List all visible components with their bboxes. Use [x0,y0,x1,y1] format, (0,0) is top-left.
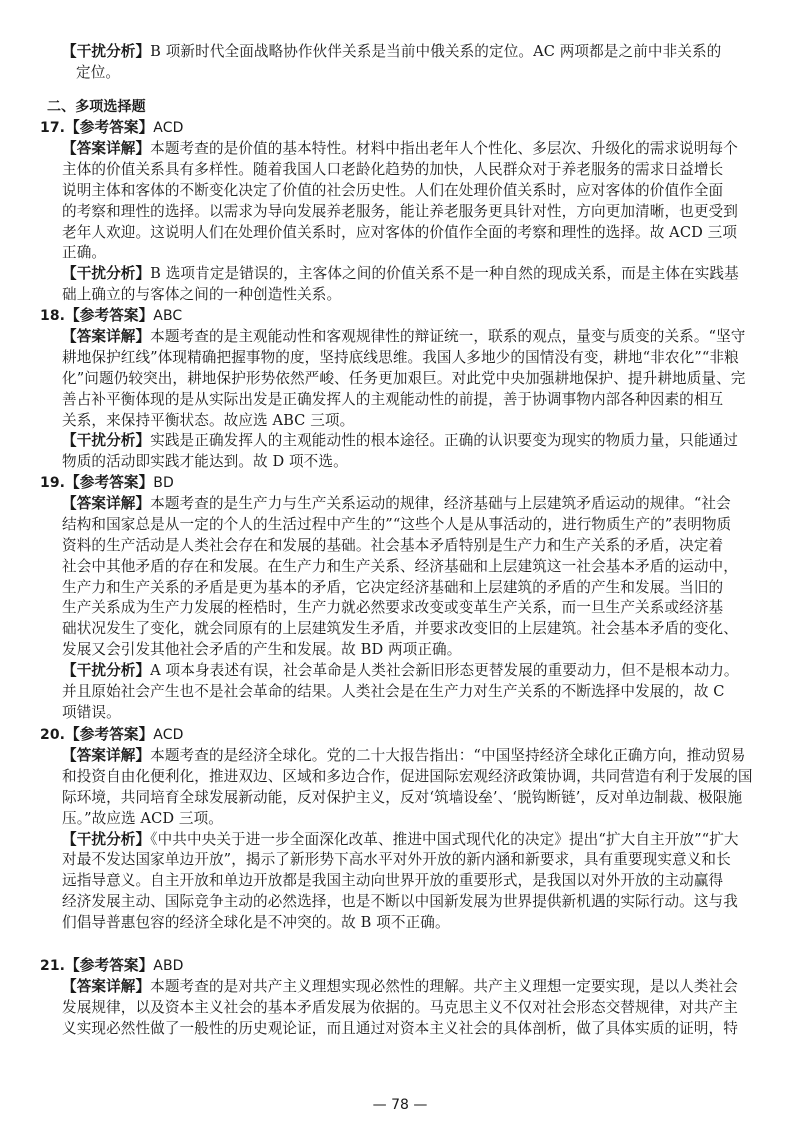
text-line: 【干扰分析】B 项新时代全面战略协作伙伴关系是当前中俄关系的定位。AC 两项都是之前中非关系的 [62,43,722,60]
q20-detail: 【答案详解】本题考查的是经济全球化。党的二十大报告指出：“中国坚持经济全球化正确方向，推动贸易 和投资自由化便利化，推进双边、区域和多边合作，促进国际宏观经济政策协调，共同营造有利于发展的国 际环境，共同培育全球发展新动能，反对保护主义，反对‘筑墙设垒’、‘脱钩断链’，反对单边制裁、极限施 压。”故应选 ACD 三项。 【干扰分析】《中共中央关于进一步全面深化改革、推进中国式现代化的决定》提出“扩大自主开放”“扩大 对最不发达国家单边开放”，揭示了新形势下高水平对外开放的新内涵和新要求，具有重要现实意义和长 远指导意义。自主开放和单边开放都是我国主动向世界开放的重要形式，是我国以对外开放的主动赢得 经济发展主动、国际竞争主动的必然选择，也是不断以中国新发展为世界提供新机遇的实际行动。这与我 们倡导普惠包容的经济全球化是不冲突的。故 B 项不正确。 [62,747,753,932]
q18-detail: 【答案详解】本题考查的是主观能动性和客观规律性的辩证统一，联系的观点，量变与质变的关系。“坚守 耕地保护红线”体现精确把握事物的度，坚持底线思维。我国人多地少的国情没有变，耕地“非农化”“非粮 化”问题仍较突出，耕地保护形势依然严峻、任务更加艰巨。对此党中央加强耕地保护、提升耕地质量、完 善占补平衡体现的是从实际出发是正确发挥人的主观能动性的前提，善于协调事物内部各种因素的相互 关系，来保持平衡状态。故应选 ABC 三项。 【干扰分析】实践是正确发挥人的主观能动性的根本途径。正确的认识要变为现实的物质力量，只能通过 物质的活动即实践才能达到。故 D 项不选。 [62,328,746,471]
q19-detail: 【答案详解】本题考查的是生产力与生产关系运动的规律，经济基础与上层建筑矛盾运动的规律。“社会 结构和国家总是从一定的个人的生活过程中产生的”“这些个人是从事活动的，进行物质生产的”表明物质 资料的生产活动是人类社会存在和发展的基础。社会基本矛盾特别是生产力和生产关系的矛盾，决定着 社会中其他矛盾的存在和发展。在生产力和生产关系、经济基础和上层建筑这一社会基本矛盾的运动中， 生产力和生产关系的矛盾是更为基本的矛盾，它决定经济基础和上层建筑的矛盾的产生和发展。当旧的 生产关系成为生产力发展的桎梏时，生产力就必然要求改变或变革生产关系，而一旦生产关系或经济基 础状况发生了变化，就会同原有的上层建筑发生矛盾，并要求改变旧的上层建筑。社会基本矛盾的变化、 发展又会引发其他社会矛盾的产生和发展。故 BD 两项正确。 【干扰分析】A 项本身表述有误，社会革命是人类社会新旧形态更替发展的重要动力，但不是根本动力。 并且原始社会产生也不是社会革命的结果。人类社会是在生产力对生产关系的不断选择中发展的，故 C 项错误。 [62,495,739,721]
text-line: 定位。 [76,63,121,81]
page-number: — 78 — [372,1097,428,1113]
question-number: 17. [40,120,66,136]
q17-detail: 【答案详解】本题考查的是价值的基本特性。材料中指出老年人个性化、多层次、升级化的需求说明每个 主体的价值关系具有多样性。随着我国人口老龄化趋势的加快，人民群众对于养老服务的需求日益增长 说明主体和客体的不断变化决定了价值的社会历史性。人们在处理价值关系时，应对客体的价值作全面 的考察和理性的选择。以需求为导向发展养老服务，能让养老服务更具针对性，方向更加清晰，也更受到 老年人欢迎。这说明人们在处理价值关系时，应对客体的价值作全面的考察和理性的选择。故 ACD 三项 正确。 【干扰分析】B 选项肯定是错误的，主客体之间的价值关系不是一种自然的现成关系，而是主体在实践基 础上确立的与客体之间的一种创造性关系。 [62,140,739,304]
question-21: 21.【参考答案】ABD [40,957,184,974]
answer-value: ACD [153,120,184,136]
question-20: 20.【参考答案】ACD [40,726,184,743]
section-heading: 二、多项选择题 [47,99,146,115]
question-17: 17.【参考答案】ACD [40,119,184,136]
intro-interference [62,42,762,84]
interference-tag: 【干扰分析】 [62,43,151,60]
question-19: 19.【参考答案】BD [40,474,174,491]
q21-detail: 【答案详解】本题考查的是对共产主义理想实现必然性的理解。共产主义理想一定要实现，是以人类社会 发展规律，以及资本主义社会的基本矛盾发展为依据的。马克思主义不仅对社会形态交替规律，对共产主 义实现必然性做了一般性的历史观论证，而且通过对资本主义社会的具体剖析，做了具体实质的证明，特 [62,978,738,1037]
question-18: 18.【参考答案】ABC [40,307,183,324]
